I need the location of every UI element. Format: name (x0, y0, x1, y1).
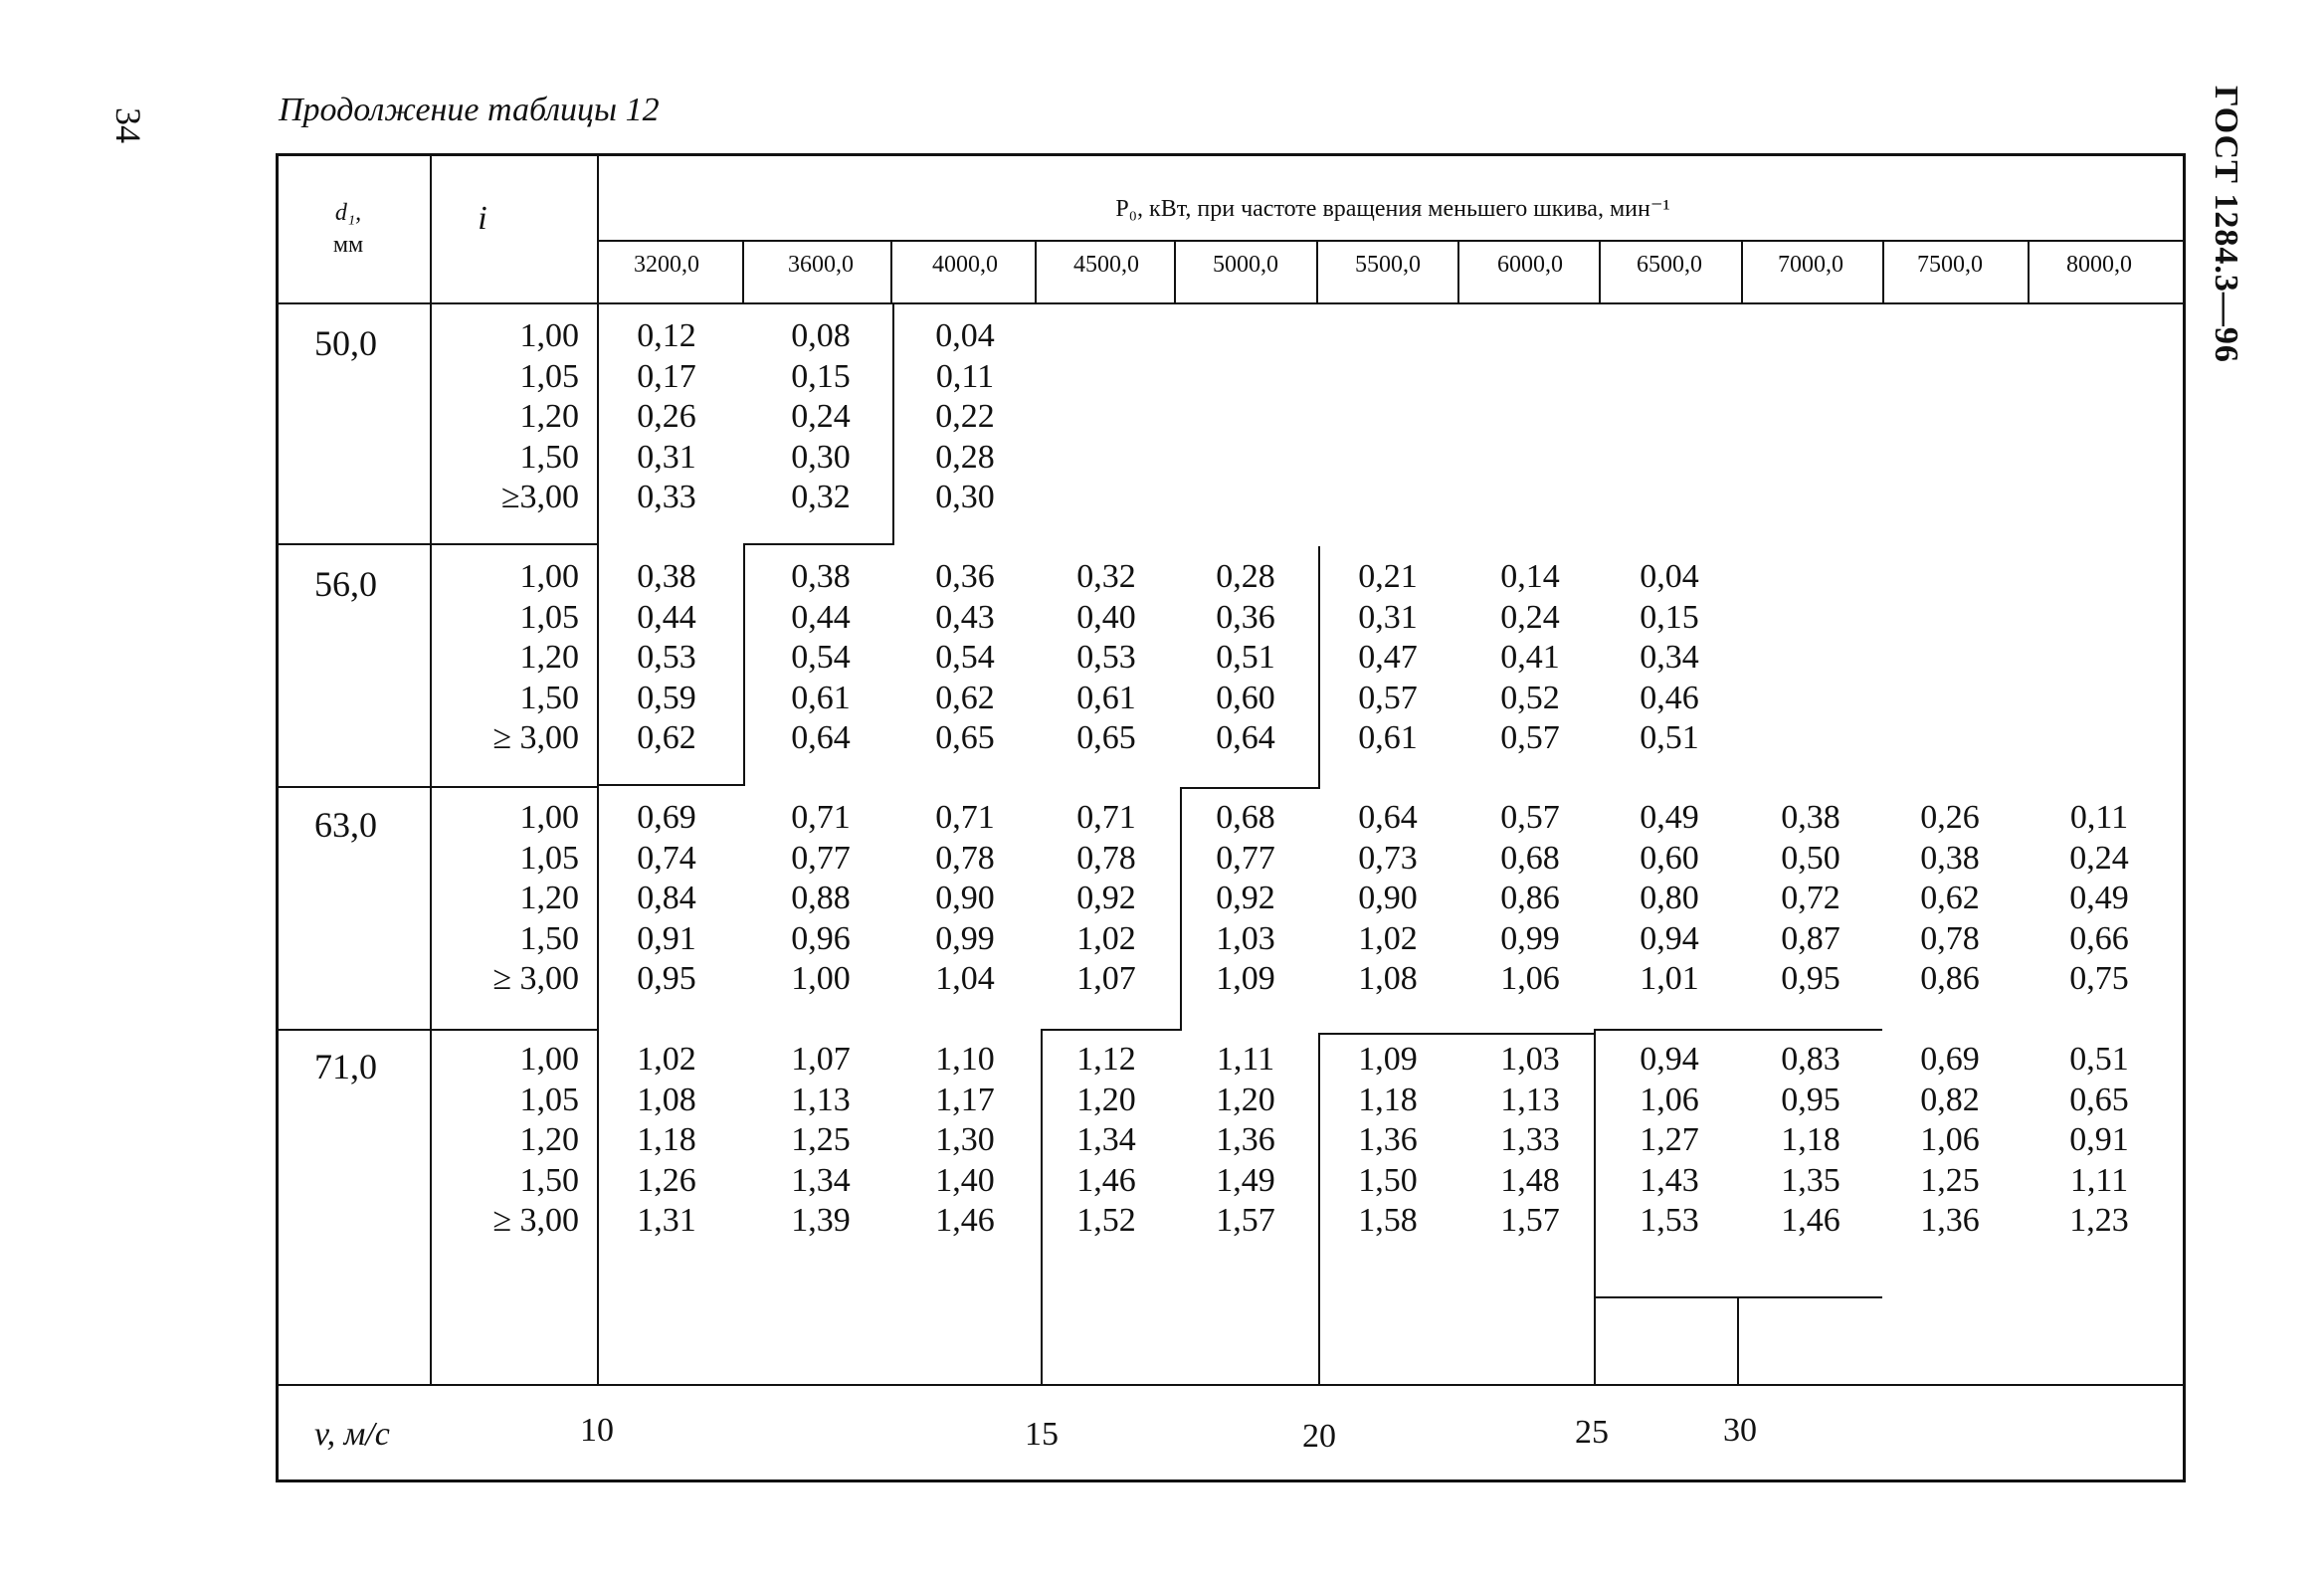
power-value: 0,95 (637, 960, 696, 997)
power-value: 1,57 (1500, 1202, 1560, 1239)
ratio-value: 1,20 (519, 880, 579, 916)
power-value: 0,61 (1358, 719, 1418, 756)
power-value: 0,28 (935, 438, 995, 476)
power-value: 0,51 (1640, 719, 1699, 756)
ratio-value: ≥ 3,00 (492, 960, 579, 997)
speed-mark: 10 (580, 1412, 614, 1449)
power-value: 0,73 (1358, 839, 1418, 877)
power-value: 1,25 (1920, 1161, 1980, 1199)
power-value: 0,24 (2069, 839, 2129, 877)
i-label: i (478, 200, 487, 237)
power-value: 0,38 (637, 558, 696, 595)
power-value: 0,86 (1500, 880, 1560, 916)
power-value: 0,54 (935, 639, 995, 676)
power-value: 0,84 (637, 880, 696, 916)
frequency-header: 5000,0 (1213, 252, 1278, 278)
power-value: 1,10 (935, 1041, 995, 1078)
header-col-divider (1882, 240, 1884, 302)
power-value: 0,64 (1216, 719, 1275, 756)
power-value: 0,60 (1640, 839, 1699, 877)
power-value: 0,21 (1358, 558, 1418, 595)
power-value: 0,36 (935, 558, 995, 595)
power-value: 0,95 (1781, 960, 1840, 997)
power-value: 0,72 (1781, 880, 1840, 916)
power-value: 0,47 (1358, 639, 1418, 676)
power-value: 0,91 (637, 919, 696, 957)
speed-mark: 20 (1302, 1418, 1336, 1455)
speed-boundary (1041, 1029, 1182, 1031)
frequency-header: 8000,0 (2066, 252, 2132, 278)
power-value: 0,43 (935, 598, 995, 636)
power-value: 0,68 (1216, 799, 1275, 836)
power-value: 0,65 (2069, 1081, 2129, 1118)
power-value: 1,25 (791, 1121, 851, 1158)
power-value: 0,62 (935, 679, 995, 716)
ratio-value: 1,00 (519, 799, 579, 836)
speed-mark: 15 (1025, 1416, 1059, 1453)
power-value: 0,92 (1216, 880, 1275, 916)
speed-boundary (1318, 1033, 1596, 1035)
power-value: 1,36 (1216, 1121, 1275, 1158)
power-value: 0,64 (1358, 799, 1418, 836)
power-value: 1,20 (1076, 1081, 1136, 1118)
power-value: 1,18 (1358, 1081, 1418, 1118)
power-value: 0,36 (1216, 598, 1275, 636)
power-value: 0,77 (791, 839, 851, 877)
header-rule (597, 240, 2186, 242)
col-divider (597, 156, 599, 1386)
frequency-header: 4000,0 (932, 252, 998, 278)
header-col-divider (1599, 240, 1601, 302)
speed-boundary (597, 784, 745, 786)
power-value: 1,43 (1640, 1161, 1699, 1199)
power-value: 1,35 (1781, 1161, 1840, 1199)
power-value: 0,26 (637, 398, 696, 435)
power-value: 0,11 (935, 357, 995, 395)
ratio-value: 1,00 (519, 317, 579, 354)
power-value: 0,11 (2069, 799, 2129, 836)
power-value: 1,46 (935, 1202, 995, 1239)
power-value: 0,90 (1358, 880, 1418, 916)
power-value: 1,36 (1358, 1121, 1418, 1158)
power-value: 0,24 (791, 398, 851, 435)
header-col-divider (2028, 240, 2030, 302)
header-col-divider (1457, 240, 1459, 302)
power-value: 0,22 (935, 398, 995, 435)
power-value: 0,86 (1920, 960, 1980, 997)
power-value: 1,36 (1920, 1202, 1980, 1239)
power-value: 0,34 (1640, 639, 1699, 676)
power-value: 0,50 (1781, 839, 1840, 877)
power-value: 1,58 (1358, 1202, 1418, 1239)
power-value: 0,26 (1920, 799, 1980, 836)
power-value: 0,44 (637, 598, 696, 636)
power-value: 0,88 (791, 880, 851, 916)
speed-mark: 25 (1575, 1414, 1609, 1451)
power-value: 1,17 (935, 1081, 995, 1118)
power-value: 1,08 (1358, 960, 1418, 997)
power-value: 0,82 (1920, 1081, 1980, 1118)
header-col-divider (1741, 240, 1743, 302)
power-value: 1,18 (637, 1121, 696, 1158)
power-value: 0,31 (637, 438, 696, 476)
power-value: 1,30 (935, 1121, 995, 1158)
ratio-value: 1,20 (519, 398, 579, 435)
ratio-value: 1,00 (519, 1041, 579, 1078)
power-value: 1,01 (1640, 960, 1699, 997)
power-value: 0,69 (1920, 1041, 1980, 1078)
header-col-divider (1316, 240, 1318, 302)
ratio-value: 1,00 (519, 558, 579, 595)
speed-boundary (1737, 1296, 1739, 1384)
d1-label: d₁, (334, 200, 362, 226)
d1-value: 63,0 (314, 805, 377, 845)
ratio-value: ≥ 3,00 (492, 1202, 579, 1239)
ratio-value: 1,05 (519, 357, 579, 395)
power-value: 0,31 (1358, 598, 1418, 636)
speed-boundary (1594, 1029, 1596, 1384)
power-value: 1,06 (1640, 1081, 1699, 1118)
standard-header: ГОСТ 1284.3—96 (2208, 86, 2244, 363)
power-value: 0,78 (935, 839, 995, 877)
power-value: 0,96 (791, 919, 851, 957)
power-value: 1,46 (1076, 1161, 1136, 1199)
power-value: 1,48 (1500, 1161, 1560, 1199)
power-value: 0,99 (935, 919, 995, 957)
power-value: 0,04 (935, 317, 995, 354)
power-value: 1,23 (2069, 1202, 2129, 1239)
speed-label: v, м/с (314, 1416, 390, 1453)
speed-boundary (743, 543, 894, 545)
speed-boundary (1594, 1029, 1882, 1031)
power-value: 0,71 (1076, 799, 1136, 836)
power-value: 1,11 (2069, 1161, 2129, 1199)
speed-boundary (892, 302, 894, 543)
power-value: 0,71 (935, 799, 995, 836)
power-value: 1,34 (1076, 1121, 1136, 1158)
power-value: 0,80 (1640, 880, 1699, 916)
ratio-value: ≥3,00 (500, 479, 579, 515)
power-value: 0,54 (791, 639, 851, 676)
power-value: 0,53 (1076, 639, 1136, 676)
page-number: 34 (108, 107, 148, 143)
ratio-value: 1,50 (519, 679, 579, 716)
power-value: 1,40 (935, 1161, 995, 1199)
power-value: 0,62 (1920, 880, 1980, 916)
d1-value: 56,0 (314, 564, 377, 604)
power-value: 1,18 (1781, 1121, 1840, 1158)
power-value: 1,09 (1216, 960, 1275, 997)
power-value: 1,20 (1216, 1081, 1275, 1118)
power-value: 1,06 (1920, 1121, 1980, 1158)
power-value: 0,59 (637, 679, 696, 716)
power-value: 1,08 (637, 1081, 696, 1118)
power-value: 1,06 (1500, 960, 1560, 997)
frequency-header: 7500,0 (1917, 252, 1983, 278)
ratio-value: 1,20 (519, 1121, 579, 1158)
ratio-value: 1,05 (519, 839, 579, 877)
power-value: 1,34 (791, 1161, 851, 1199)
power-value: 1,39 (791, 1202, 851, 1239)
power-table (276, 153, 2186, 1482)
ratio-value: 1,50 (519, 919, 579, 957)
power-value: 0,15 (1640, 598, 1699, 636)
power-value: 0,94 (1640, 919, 1699, 957)
power-value: 0,65 (1076, 719, 1136, 756)
power-value: 0,83 (1781, 1041, 1840, 1078)
row-rule (279, 543, 597, 545)
header-col-divider (1174, 240, 1176, 302)
power-value: 1,53 (1640, 1202, 1699, 1239)
header-col-divider (742, 240, 744, 302)
row-rule (279, 1029, 597, 1031)
power-value: 0,94 (1640, 1041, 1699, 1078)
power-value: 0,66 (2069, 919, 2129, 957)
power-value: 0,38 (791, 558, 851, 595)
power-value: 0,71 (791, 799, 851, 836)
power-value: 1,31 (637, 1202, 696, 1239)
power-value: 0,69 (637, 799, 696, 836)
d1-value: 50,0 (314, 323, 377, 363)
power-value: 1,03 (1500, 1041, 1560, 1078)
power-value: 0,38 (1781, 799, 1840, 836)
power-value: 1,33 (1500, 1121, 1560, 1158)
power-value: 0,57 (1500, 719, 1560, 756)
power-value: 0,53 (637, 639, 696, 676)
frequency-header: 3600,0 (788, 252, 854, 278)
power-value: 0,92 (1076, 880, 1136, 916)
power-value: 1,03 (1216, 919, 1275, 957)
d1-value: 71,0 (314, 1047, 377, 1086)
power-value: 0,87 (1781, 919, 1840, 957)
ratio-value: 1,50 (519, 1161, 579, 1199)
power-value: 1,07 (791, 1041, 851, 1078)
header-col-divider (1035, 240, 1037, 302)
header-col-divider (890, 240, 892, 302)
power-value: 1,46 (1781, 1202, 1840, 1239)
power-value: 0,64 (791, 719, 851, 756)
power-value: 1,02 (1076, 919, 1136, 957)
power-value: 1,13 (791, 1081, 851, 1118)
speed-boundary (1318, 1033, 1320, 1384)
power-value: 1,00 (791, 960, 851, 997)
power-value: 1,11 (1216, 1041, 1275, 1078)
power-value: 0,51 (2069, 1041, 2129, 1078)
power-value: 0,17 (637, 357, 696, 395)
power-value: 0,33 (637, 479, 696, 515)
power-value: 0,68 (1500, 839, 1560, 877)
speed-boundary (1180, 787, 1182, 1029)
power-value: 0,44 (791, 598, 851, 636)
ratio-value: ≥ 3,00 (492, 719, 579, 756)
power-value: 0,52 (1500, 679, 1560, 716)
power-value: 0,78 (1076, 839, 1136, 877)
power-value: 1,12 (1076, 1041, 1136, 1078)
power-value: 0,78 (1920, 919, 1980, 957)
power-value: 0,41 (1500, 639, 1560, 676)
power-value: 1,27 (1640, 1121, 1699, 1158)
power-value: 0,14 (1500, 558, 1560, 595)
power-value: 0,95 (1781, 1081, 1840, 1118)
power-value: 0,24 (1500, 598, 1560, 636)
power-value: 1,02 (637, 1041, 696, 1078)
power-value: 0,60 (1216, 679, 1275, 716)
power-value: 1,57 (1216, 1202, 1275, 1239)
power-value: 0,30 (791, 438, 851, 476)
col-divider (430, 156, 432, 1386)
power-value: 0,32 (1076, 558, 1136, 595)
power-value: 1,02 (1358, 919, 1418, 957)
frequency-header: 4500,0 (1073, 252, 1139, 278)
header-bottom-rule (279, 302, 2186, 304)
frequency-header: 5500,0 (1355, 252, 1421, 278)
ratio-value: 1,20 (519, 639, 579, 676)
power-value: 1,50 (1358, 1161, 1418, 1199)
power-value: 0,46 (1640, 679, 1699, 716)
power-value: 0,62 (637, 719, 696, 756)
power-value: 0,30 (935, 479, 995, 515)
frequency-header: 6500,0 (1637, 252, 1702, 278)
speed-boundary (1180, 787, 1320, 789)
table-caption: Продолжение таблицы 12 (279, 92, 660, 128)
power-value: 0,75 (2069, 960, 2129, 997)
power-value: 1,26 (637, 1161, 696, 1199)
power-value: 0,08 (791, 317, 851, 354)
power-value: 1,52 (1076, 1202, 1136, 1239)
power-value: 0,32 (791, 479, 851, 515)
power-value: 0,90 (935, 880, 995, 916)
power-value: 0,51 (1216, 639, 1275, 676)
row-rule (279, 786, 597, 788)
speed-boundary (743, 543, 745, 786)
frequency-header: 7000,0 (1778, 252, 1843, 278)
power-value: 1,09 (1358, 1041, 1418, 1078)
ratio-value: 1,05 (519, 1081, 579, 1118)
power-value: 0,99 (1500, 919, 1560, 957)
power-value: 0,49 (1640, 799, 1699, 836)
power-value: 0,77 (1216, 839, 1275, 877)
power-value: 1,04 (935, 960, 995, 997)
power-value: 0,28 (1216, 558, 1275, 595)
frequency-header: 3200,0 (634, 252, 699, 278)
power-value: 0,65 (935, 719, 995, 756)
power-value: 0,61 (1076, 679, 1136, 716)
speed-boundary (1041, 1029, 1043, 1384)
power-value: 0,61 (791, 679, 851, 716)
p0-label: P₀, кВт, при частоте вращения меньшего шкива, мин⁻¹ (1115, 196, 1670, 222)
power-value: 1,07 (1076, 960, 1136, 997)
speed-rule (279, 1384, 2186, 1386)
power-value: 0,57 (1500, 799, 1560, 836)
speed-boundary (1318, 546, 1320, 789)
power-value: 0,40 (1076, 598, 1136, 636)
power-value: 0,15 (791, 357, 851, 395)
ratio-value: 1,50 (519, 438, 579, 476)
power-value: 1,49 (1216, 1161, 1275, 1199)
power-value: 0,57 (1358, 679, 1418, 716)
power-value: 0,04 (1640, 558, 1699, 595)
power-value: 0,49 (2069, 880, 2129, 916)
power-value: 0,12 (637, 317, 696, 354)
power-value: 1,13 (1500, 1081, 1560, 1118)
frequency-header: 6000,0 (1497, 252, 1563, 278)
ratio-value: 1,05 (519, 598, 579, 636)
power-value: 0,91 (2069, 1121, 2129, 1158)
power-value: 0,38 (1920, 839, 1980, 877)
speed-mark: 30 (1723, 1412, 1757, 1449)
power-value: 0,74 (637, 839, 696, 877)
d1-unit: мм (332, 232, 364, 258)
